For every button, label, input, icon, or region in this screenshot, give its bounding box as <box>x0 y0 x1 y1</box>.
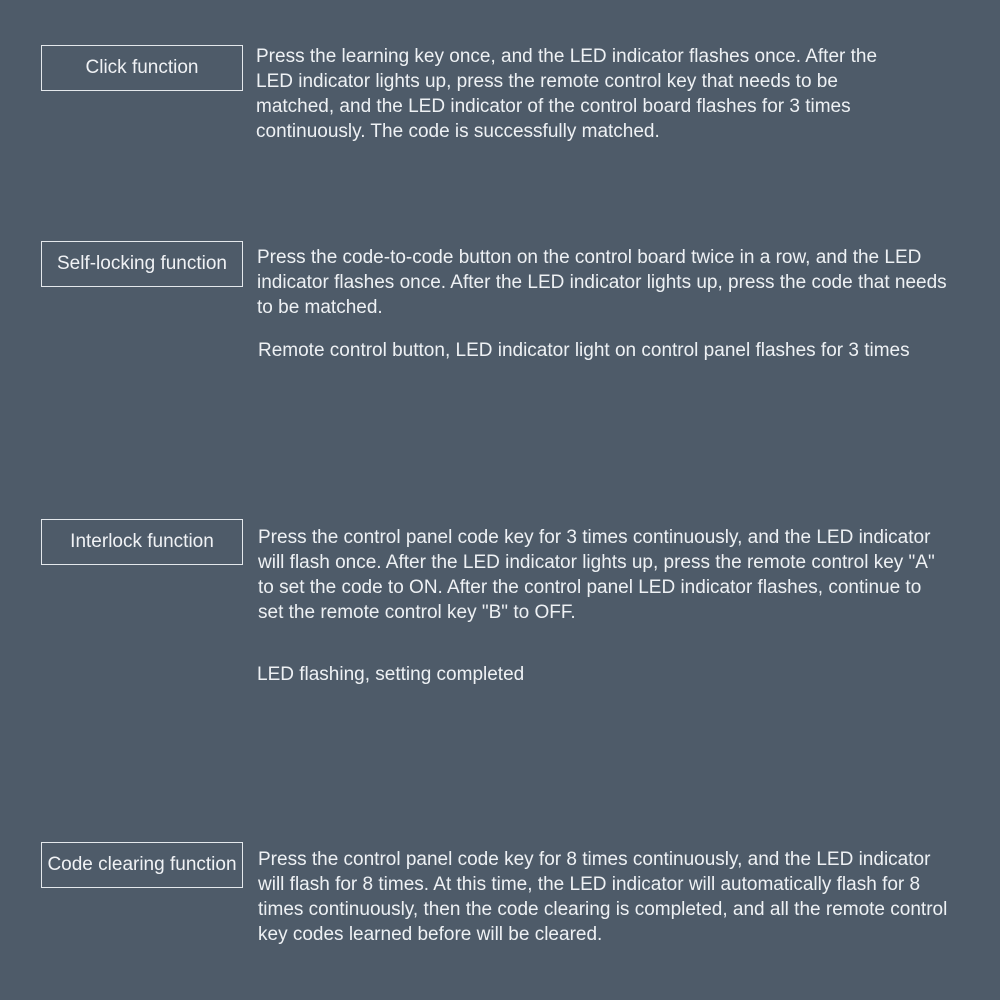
label-interlock-function: Interlock function <box>41 519 243 565</box>
note-interlock-function: LED flashing, setting completed <box>257 664 525 685</box>
label-code-clearing-function: Code clearing function <box>41 842 243 888</box>
description-code-clearing-function: Press the control panel code key for 8 times continuously, and the LED indicator will flash for 8 times. At this time, the LED indicator will automatically flash for 8 times continuously, then the code clearing is completed, and all the remote control key codes learned before will be cleared. <box>258 849 948 945</box>
label-self-locking-function: Self-locking function <box>41 241 243 287</box>
description-click-function: Press the learning key once, and the LED indicator flashes once. After the LED indicator lights up, press the remote control key that needs to be matched, and the LED indicator of the control board flashes for 3 times continuously. The code is successfully matched. <box>256 46 878 142</box>
description-self-locking-function: Press the code-to-code button on the control board twice in a row, and the LED indicator flashes once. After the LED indicator lights up, press the code that needs to be matched. <box>257 247 947 318</box>
note-self-locking-function: Remote control button, LED indicator light on control panel flashes for 3 times <box>258 340 910 361</box>
label-click-function: Click function <box>41 45 243 91</box>
description-interlock-function: Press the control panel code key for 3 times continuously, and the LED indicator will flash once. After the LED indicator lights up, press the remote control key "A" to set the code to ON. After the control panel LED indicator flashes, continue to set the remote control key "B" to OFF. <box>258 527 935 623</box>
